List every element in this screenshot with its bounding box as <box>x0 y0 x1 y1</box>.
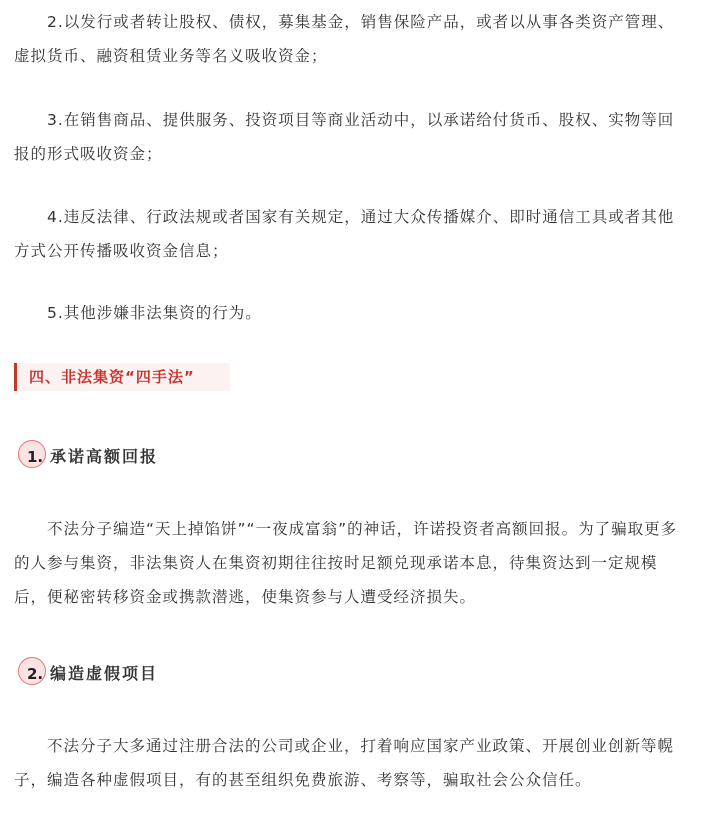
paragraph-item-3: 3.在销售商品、提供服务、投资项目等商业活动中，以承诺给付货币、股权、实物等回报的形式吸收资金； <box>14 111 675 163</box>
method-body-2: 不法分子大多通过注册合法的公司或企业，打着响应国家产业政策、开展创业创新等幌子，编造各种虚假项目，有的甚至组织免费旅游、考察等，骗取社会公众信任。 <box>14 737 675 789</box>
paragraph-item-4: 4.违反法律、行政法规或者国家有关规定，通过大众传播媒介、即时通信工具或者其他方式公开传播吸收资金信息； <box>14 208 675 260</box>
method-title: 编造虚假项目 <box>50 663 159 683</box>
paragraph-item-2: 2.以发行或者转让股权、债权，募集基金，销售保险产品，或者以从事各类资产管理、虚拟货币、融资租赁业务等名义吸收资金； <box>14 13 675 65</box>
method-body-1: 不法分子编造“天上掉馅饼”“一夜成富翁”的神话，许诺投资者高额回报。为了骗取更多的人参与集资，非法集资人在集资初期往往按时足额兑现承诺本息，待集资达到一定规模后，便秘密转移资金或携款潜逃，使集资参与人遭受经济损失。 <box>14 520 678 606</box>
number-badge-icon <box>18 657 48 687</box>
method-heading-2 <box>18 655 158 689</box>
paragraph-item-5: 5.其他涉嫌非法集资的行为。 <box>47 304 262 322</box>
number-badge-icon <box>18 440 48 470</box>
method-heading-1 <box>18 438 158 472</box>
method-number: 1. <box>27 448 44 466</box>
method-number: 2. <box>27 665 44 683</box>
section-heading: 四、非法集资“四手法” <box>14 363 230 391</box>
method-title: 承诺高额回报 <box>50 446 159 466</box>
